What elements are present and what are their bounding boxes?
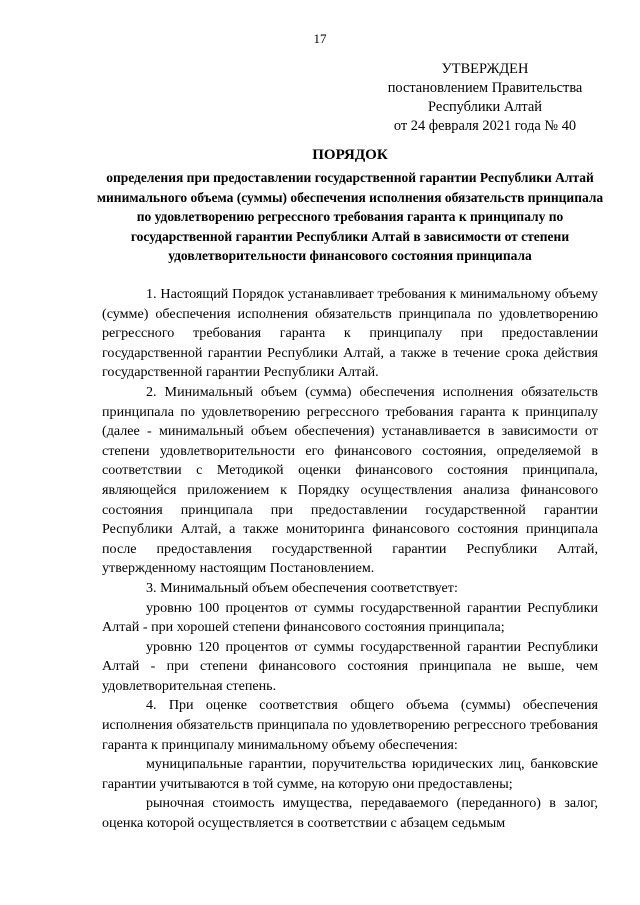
approval-date: от 24 февраля 2021 года № 40 (393, 118, 577, 134)
paragraph: 1. Настоящий Порядок устанавливает требования к минимальному объему (сумме) обеспечения исполнения обязательств принципала по удовлетворению регрессного требования гаранта к принципалу при предоставлении государственной гарантии Республики Алтай, а также в течение срока действия государственной гарантии Республики Алтай. (102, 286, 598, 381)
document-title (90, 146, 610, 266)
paragraph: 3. Минимальный объем обеспечения соответствует: (146, 579, 458, 596)
approval-line: постановлением Правительства (387, 80, 583, 96)
paragraph: 4. При оценке соответствия общего объема (суммы) обеспечения исполнения обязательств принципала по удовлетворению регрессного требования гаранта к принципалу минимальному объему обеспечения: (102, 697, 598, 753)
paragraph: уровню 120 процентов от суммы государственной гарантии Республики Алтай - при степени финансового состояния принципала не выше, чем удовлетворительная степень. (102, 638, 598, 694)
approval-line: Республики Алтай (428, 99, 542, 115)
paragraph: уровню 100 процентов от суммы государственной гарантии Республики Алтай - при хорошей степени финансового состояния принципала; (102, 599, 598, 636)
paragraph: рыночная стоимость имущества, передаваемого (переданного) в залог, оценка которой осуществляется в соответствии с абзацем седьмым (102, 795, 598, 832)
approval-heading: УТВЕРЖДЕН (441, 61, 529, 77)
page-number: 17 (313, 31, 327, 46)
title-subtitle: определения при предоставлении государственной гарантии Республики Алтай минимального объема (суммы) обеспечения исполнения обязательств принципала по удовлетворению регрессного требования гаранта к принципалу по государственной гарантии Республики Алтай в зависимости от степени удовлетворительности финансового состояния принципала (96, 170, 604, 264)
paragraph: муниципальные гарантии, поручительства юридических лиц, банковские гарантии учитываются в той сумме, на которую они предоставлены; (102, 756, 598, 792)
paragraph: 2. Минимальный объем (сумма) обеспечения исполнения обязательств принципала по удовлетворению регрессного требования гаранта к принципалу (далее - минимальный объем обеспечения) устанавливается в зависимости от степени удовлетворительности его финансового состояния, определяемой в соответствии с Методикой оценки финансового состояния принципала, являющейся приложением к Порядку осуществления анализа финансового состояния принципала при предоставлении государственной гарантии Республики Алтай, а также мониторинга финансового состояния принципала после предоставления государственной гарантии Республики Алтай, утвержденному настоящим Постановлением. (102, 383, 598, 577)
approval-stamp (360, 60, 610, 136)
title-main: ПОРЯДОК (312, 147, 388, 163)
document-body (102, 285, 598, 834)
